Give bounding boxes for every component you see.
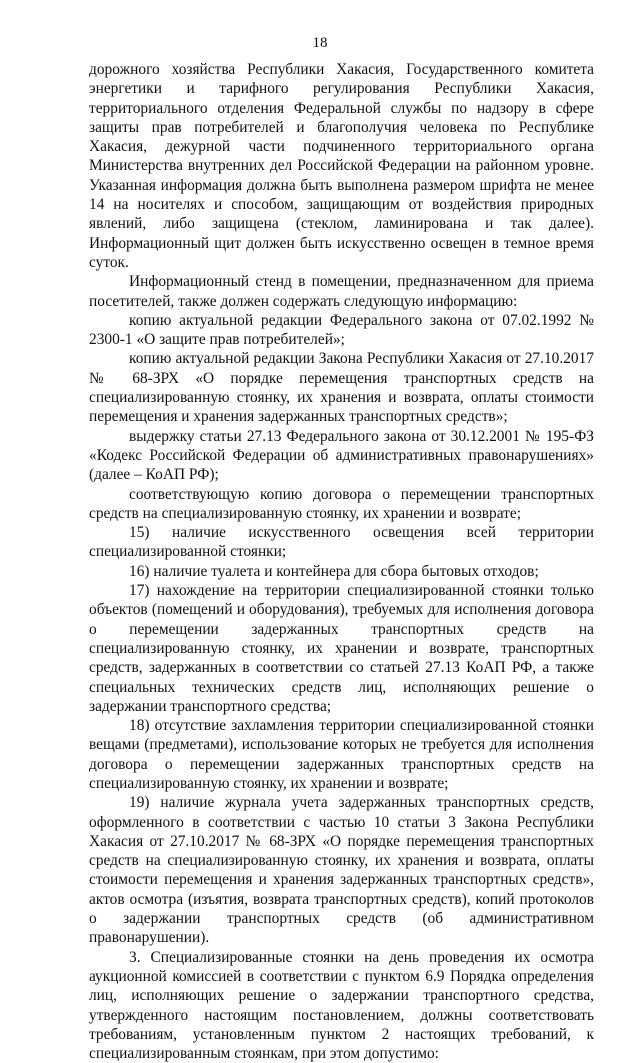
paragraph-continuation: дорожного хозяйства Республики Хакасия, Государственного комитета энергетики и тарифного регулирования Республики Хакасия, территориального отделения Федеральной службы по надзору в сфере защиты прав потребителей и благополучия человека по Республике Хакасия, дежурной части подчиненного территориального органа Министерства внутренних дел Российской Федерации на районном уровне. Указанная информация должна быть выполнена размером шрифта не менее 14 на носителях и способом, защищающим от воздействия природных явлений, либо защищена (стеклом, ламинирована и так далее). Информационный щит должен быть искусственно освещен в темное время суток. [89, 61, 594, 271]
paragraph-koap-excerpt: выдержку статьи 27.13 Федерального закона от 30.12.2001 № 195-ФЗ «Кодекс Российской Федерации об административных правонарушениях» (далее – КоАП РФ); [89, 427, 594, 484]
paragraph-contract-copy: соответствующую копию договора о перемещении транспортных средств на специализированную стоянку, их хранении и возврате; [89, 485, 594, 522]
list-item-15: 15) наличие искусственного освещения всей территории специализированной стоянки; [89, 524, 594, 561]
list-item-17: 17) нахождение на территории специализированной стоянки только объектов (помещений и оборудования), требуемых для исполнения договора о перемещении задержанных транспортных средств на специализированную стоянку, их хранении и возврате, транспортных средств, задержанных в соответствии со статьей 27.13 КоАП РФ, а также специальных технических средств лиц, исполняющих решение о задержании транспортного средства; [89, 582, 594, 715]
paragraph-info-stand: Информационный стенд в помещении, предназначенном для приема посетителей, также должен содержать следующую информацию: [89, 273, 594, 310]
page-number: 18 [312, 35, 328, 51]
paragraph-consumer-law: копию актуальной редакции Федерального закона от 07.02.1992 № 2300-1 «О защите прав потребителей»; [89, 311, 594, 349]
list-item-16: 16) наличие туалета и контейнера для сбора бытовых отходов; [129, 562, 539, 580]
paragraph-khakassia-law: копию актуальной редакции Закона Республики Хакасия от 27.10.2017 № 68-ЗРХ «О порядке перемещения транспортных средств на специализированную стоянку, их хранения и возврата, оплаты стоимости перемещения и хранения задержанных транспортных средств»; [89, 350, 594, 426]
list-item-18: 18) отсутствие захламления территории специализированной стоянки вещами (предметами), использование которых не требуется для исполнения договора о перемещении задержанных транспортных средств на специализированную стоянку, их хранении и возврате; [89, 717, 594, 792]
document-body [89, 60, 594, 1063]
list-item-19: 19) наличие журнала учета задержанных транспортных средств, оформленного в соответствии с частью 10 статьи 3 Закона Республики Хакасия от 27.10.2017 № 68-ЗРХ «О порядке перемещения транспортных средств на специализированную стоянку, их хранения и возврата, оплаты стоимости перемещения и хранения задержанных транспортных средств», актов осмотра (изъятия, возврата транспортных средств), копий протоколов о задержании транспортных средств (об административном правонарушении). [89, 794, 594, 947]
paragraph-section-3: 3. Специализированные стоянки на день проведения их осмотра аукционной комиссией в соответствии с пунктом 6.9 Порядка определения лиц, исполняющих решение о задержании транспортного средства, утвержденного настоящим постановлением, должны соответствовать требованиям, установленным пунктом 2 настоящих требований, к специализированным стоянкам, при этом допустимо: [89, 948, 594, 1063]
